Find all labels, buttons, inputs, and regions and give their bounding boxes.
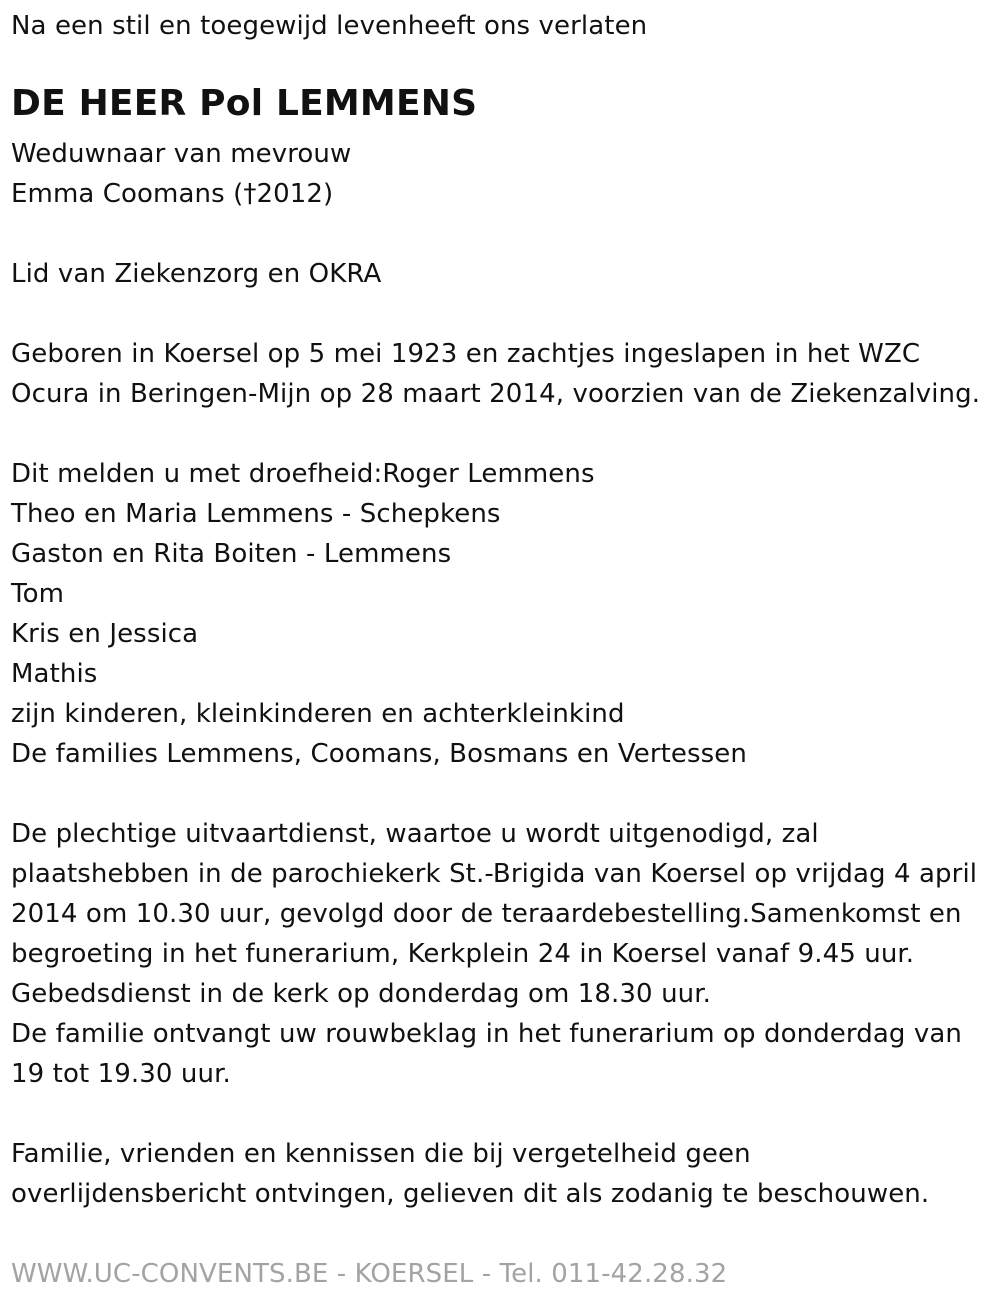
service-line: plaatshebben in de parochiekerk St.-Brigida van Koersel op vrijdag 4 april bbox=[11, 859, 978, 889]
announcer-line: Theo en Maria Lemmens - Schepkens bbox=[11, 499, 501, 529]
service-line: Gebedsdienst in de kerk op donderdag om 18.30 uur. bbox=[11, 979, 711, 1009]
announcer-line: Mathis bbox=[11, 659, 98, 689]
spouse-line-1: Weduwnaar van mevrouw bbox=[11, 139, 352, 169]
announcer-line: De families Lemmens, Coomans, Bosmans en Vertessen bbox=[11, 739, 747, 769]
birth-death-line-2: Ocura in Beringen-Mijn op 28 maart 2014, voorzien van de Ziekenzalving. bbox=[11, 379, 981, 409]
announcer-line: Dit melden u met droefheid:Roger Lemmens bbox=[11, 459, 595, 489]
service-line: 19 tot 19.30 uur. bbox=[11, 1059, 231, 1089]
announcer-line: Tom bbox=[11, 579, 64, 609]
deceased-name: DE HEER Pol LEMMENS bbox=[11, 83, 478, 124]
spouse-line-2: Emma Coomans (†2012) bbox=[11, 179, 334, 209]
birth-death-line-1: Geboren in Koersel op 5 mei 1923 en zachtjes ingeslapen in het WZC bbox=[11, 339, 921, 369]
announcer-line: Gaston en Rita Boiten - Lemmens bbox=[11, 539, 452, 569]
intro-text: Na een stil en toegewijd levenheeft ons verlaten bbox=[11, 11, 648, 41]
membership-text: Lid van Ziekenzorg en OKRA bbox=[11, 259, 382, 289]
announcer-line: zijn kinderen, kleinkinderen en achterkleinkind bbox=[11, 699, 625, 729]
service-line: De plechtige uitvaartdienst, waartoe u wordt uitgenodigd, zal bbox=[11, 819, 819, 849]
service-line: begroeting in het funerarium, Kerkplein 24 in Koersel vanaf 9.45 uur. bbox=[11, 939, 915, 969]
notice-line: overlijdensbericht ontvingen, gelieven dit als zodanig te beschouwen. bbox=[11, 1179, 930, 1209]
announcer-line: Kris en Jessica bbox=[11, 619, 199, 649]
footer-contact: WWW.UC-CONVENTS.BE - KOERSEL - Tel. 011-42.28.32 bbox=[11, 1259, 728, 1289]
service-line: De familie ontvangt uw rouwbeklag in het funerarium op donderdag van bbox=[11, 1019, 962, 1049]
notice-line: Familie, vrienden en kennissen die bij vergetelheid geen bbox=[11, 1139, 751, 1169]
service-line: 2014 om 10.30 uur, gevolgd door de teraardebestelling.Samenkomst en bbox=[11, 899, 962, 929]
